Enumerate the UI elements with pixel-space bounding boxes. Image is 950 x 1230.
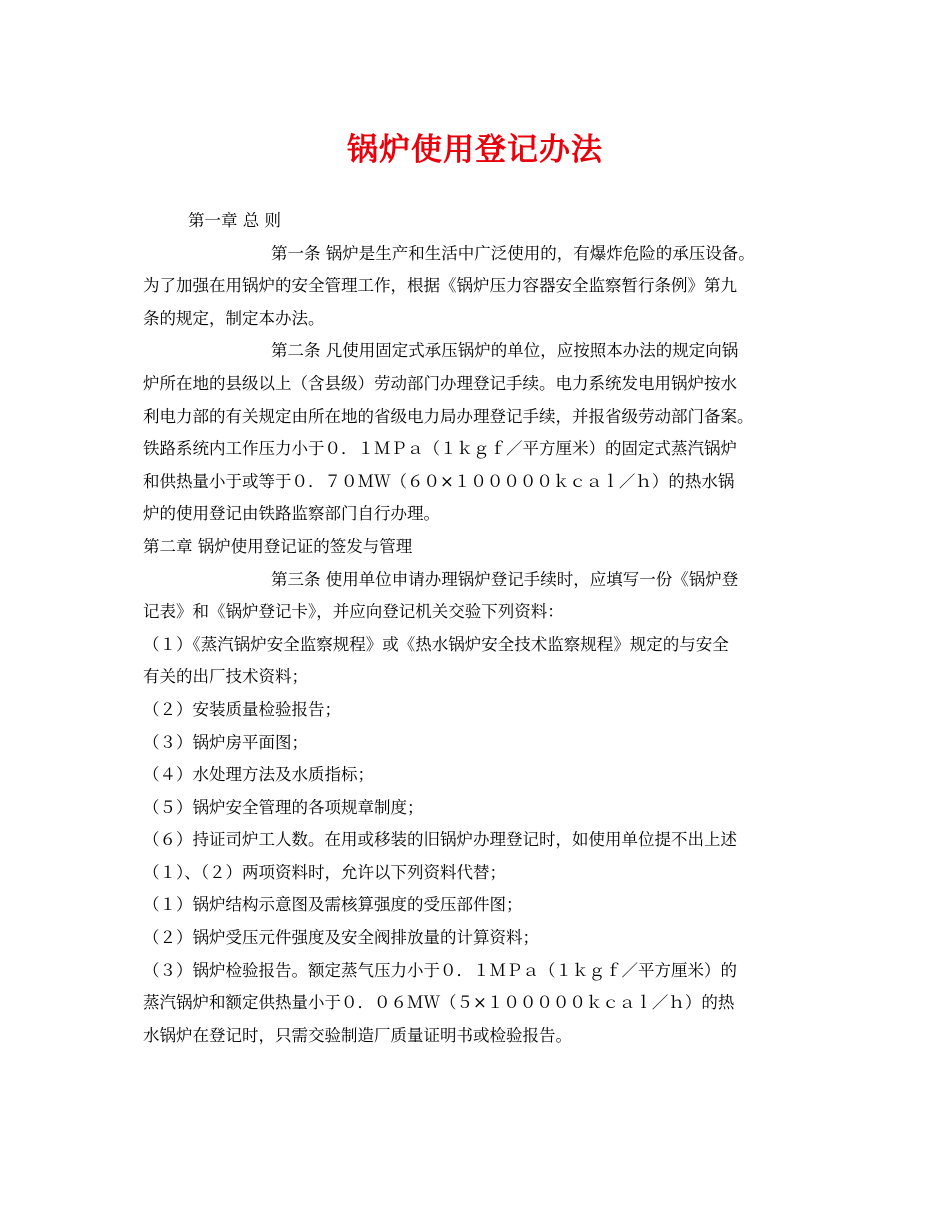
body-line: 条的规定，制定本办法。	[143, 308, 325, 328]
body-line: 第三条 使用单位申请办理锅炉登记手续时，应填写一份《锅炉登	[271, 569, 739, 589]
body-line: （１）《蒸汽锅炉安全监察规程》或《热水锅炉安全技术监察规程》规定的与安全	[143, 634, 729, 654]
document-title: 锅炉使用登记办法	[347, 132, 603, 168]
body-line: 第一条 锅炉是生产和生活中广泛使用的，有爆炸危险的承压设备。	[271, 243, 755, 263]
body-line: 炉的使用登记由铁路监察部门自行办理。	[143, 504, 440, 524]
body-line: （２）锅炉受压元件强度及安全阀排放量的计算资料；	[143, 928, 539, 948]
body-line: （３）锅炉检验报告。额定蒸气压力小于０．１ＭＰａ（１ｋｇｆ／平方厘米）的	[143, 960, 737, 980]
body-line: 有关的出厂技术资料；	[143, 667, 308, 687]
body-line: （５）锅炉安全管理的各项规章制度；	[143, 797, 424, 817]
body-line: （４）水处理方法及水质指标；	[143, 765, 374, 785]
body-line: （６）持证司炉工人数。在用或移装的旧锅炉办理登记时，如使用单位提不出上述	[143, 830, 737, 850]
body-line: 为了加强在用锅炉的安全管理工作，根据《锅炉压力容器安全监察暂行条例》第九	[143, 276, 737, 296]
body-line: 铁路系统内工作压力小于０．１ＭＰａ（１ｋｇｆ／平方厘米）的固定式蒸汽锅炉	[143, 439, 737, 459]
body-line: 利电力部的有关规定由所在地的省级电力局办理登记手续，并报省级劳动部门备案。	[143, 406, 754, 426]
body-line: 炉所在地的县级以上（含县级）劳动部门办理登记手续。电力系统发电用锅炉按水	[143, 373, 737, 393]
body-line: 记表》和《锅炉登记卡》，并应向登记机关交验下列资料：	[143, 602, 564, 622]
document-body	[143, 205, 823, 1052]
body-line: 水锅炉在登记时，只需交验制造厂质量证明书或检验报告。	[143, 1025, 572, 1045]
body-line: （３）锅炉房平面图；	[143, 732, 308, 752]
body-line: 第二章 锅炉使用登记证的签发与管理	[143, 536, 413, 556]
body-line: 第二条 凡使用固定式承压锅炉的单位，应按照本办法的规定向锅	[271, 341, 739, 361]
body-line: 第一章 总 则	[188, 211, 281, 230]
body-line: 和供热量小于或等于０．７０ＭＷ（６０×１０００００ｋｃａｌ／ｈ）的热水锅	[143, 471, 735, 491]
body-line: （２）安装质量检验报告；	[143, 699, 341, 719]
body-line: （１）锅炉结构示意图及需核算强度的受压部件图；	[143, 895, 523, 915]
body-line: （１）、（２）两项资料时，允许以下列资料代替；	[143, 862, 506, 882]
body-line: 蒸汽锅炉和额定供热量小于０．０６ＭＷ（５×１０００００ｋｃａｌ／ｈ）的热	[143, 993, 735, 1013]
